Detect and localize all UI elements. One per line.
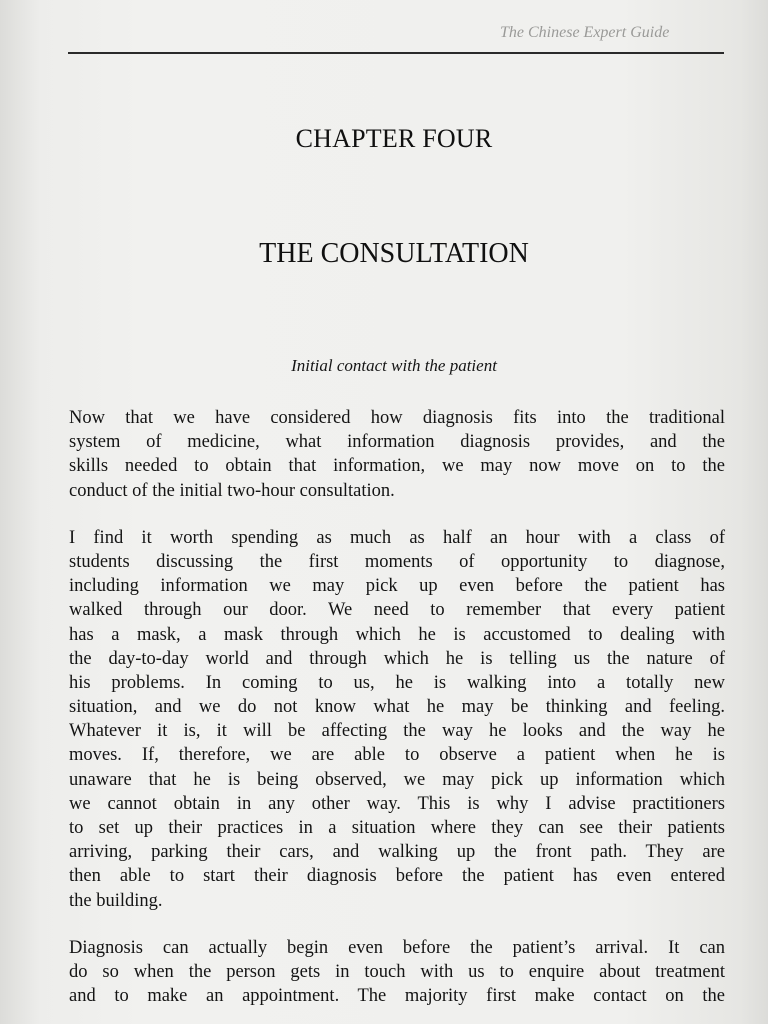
paragraph-1 xyxy=(69,406,725,503)
text-line: moves. If, therefore, we are able to observe a patient when he is xyxy=(69,745,725,766)
paragraph-2 xyxy=(69,526,725,913)
text-line: system of medicine, what information diagnosis provides, and the xyxy=(69,432,725,453)
text-line: the building. xyxy=(69,890,163,911)
text-line: students discussing the first moments of opportunity to diagnose, xyxy=(69,551,725,572)
text-line: conduct of the initial two-hour consultation. xyxy=(69,480,395,501)
text-line: skills needed to obtain that information, we may now move on to the xyxy=(69,456,725,477)
text-line: to set up their practices in a situation where they can see their patients xyxy=(69,818,725,838)
text-line: do so when the person gets in touch with us to enquire about treatment xyxy=(69,961,725,982)
paragraph-3 xyxy=(69,936,725,1009)
text-line: Now that we have considered how diagnosis fits into the traditional xyxy=(69,408,725,428)
text-line: Diagnosis can actually begin even before the patient’s arrival. It can xyxy=(69,937,725,958)
chapter-heading: CHAPTER FOUR xyxy=(295,124,493,153)
text-line: unaware that he is being observed, we may pick up information which xyxy=(69,769,725,790)
text-line: his problems. In coming to us, he is walking into a totally new xyxy=(69,672,725,693)
text-line: walked through our door. We need to remember that every patient xyxy=(69,600,725,621)
header-rule xyxy=(68,52,724,54)
text-line: has a mask, a mask through which he is accustomed to dealing with xyxy=(69,624,725,645)
text-line: including information we may pick up even before the patient has xyxy=(69,576,725,597)
text-line: situation, and we do not know what he may be thinking and feeling. xyxy=(69,697,725,718)
text-line: we cannot obtain in any other way. This is why I advise practitioners xyxy=(69,793,725,814)
text-line: Whatever it is, it will be affecting the way he looks and the way he xyxy=(69,721,725,742)
text-line: and to make an appointment. The majority first make contact on the xyxy=(69,986,725,1007)
paragraph-gap xyxy=(69,913,725,936)
running-head: The Chinese Expert Guide xyxy=(500,24,670,41)
text-line: then able to start their diagnosis before the patient has even entered xyxy=(69,866,725,887)
body-text xyxy=(69,406,725,1008)
text-line: I find it worth spending as much as half an hour with a class of xyxy=(69,527,725,548)
section-subtitle: Initial contact with the patient xyxy=(291,356,497,375)
chapter-title: THE CONSULTATION xyxy=(259,238,529,269)
text-line: the day-to-day world and through which he is telling us the nature of xyxy=(69,648,725,669)
text-line: arriving, parking their cars, and walking up the front path. They are xyxy=(69,842,725,863)
paragraph-gap xyxy=(69,503,725,526)
